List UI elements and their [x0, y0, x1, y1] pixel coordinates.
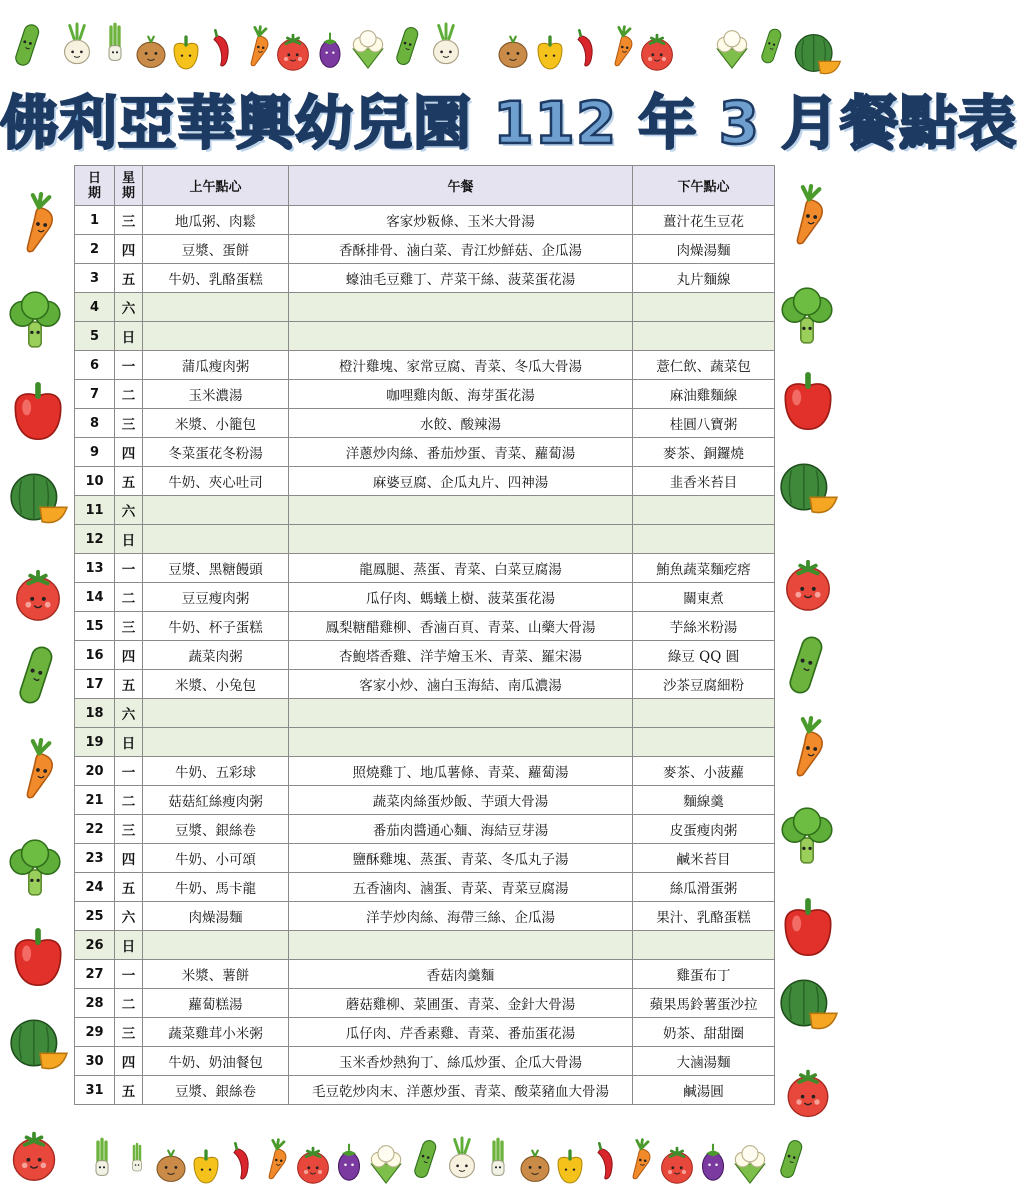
date-cell: 9 [75, 438, 115, 467]
afternoon-snack-cell: 綠豆 QQ 圓 [633, 641, 775, 670]
morning-snack-cell: 蘿蔔糕湯 [143, 989, 289, 1018]
weekday-cell: 四 [115, 438, 143, 467]
afternoon-snack-cell: 丸片麵線 [633, 264, 775, 293]
cucumber-icon [774, 630, 840, 700]
lunch-cell: 五香滷肉、滷蛋、青菜、青菜豆腐湯 [289, 873, 633, 902]
bell-pepper-icon [550, 1142, 590, 1192]
lunch-cell: 香酥排骨、滷白菜、青江炒鮮菇、企瓜湯 [289, 235, 633, 264]
date-cell: 10 [75, 467, 115, 496]
table-row [75, 786, 775, 815]
table-row [75, 293, 775, 322]
date-cell: 11 [75, 496, 115, 525]
cucumber-icon [4, 640, 70, 710]
afternoon-snack-cell: 果汁、乳酪蛋糕 [633, 902, 775, 931]
weekday-cell: 三 [115, 1018, 143, 1047]
date-cell: 31 [75, 1076, 115, 1105]
weekday-cell: 日 [115, 728, 143, 757]
lunch-cell: 照燒雞丁、地瓜薯條、青菜、蘿蔔湯 [289, 757, 633, 786]
afternoon-snack-cell: 絲瓜滑蛋粥 [633, 873, 775, 902]
table-row [75, 612, 775, 641]
lunch-cell [289, 699, 633, 728]
morning-snack-cell: 牛奶、小可頌 [143, 844, 289, 873]
date-cell: 1 [75, 206, 115, 235]
table-row [75, 322, 775, 351]
afternoon-snack-cell: 桂圓八寶粥 [633, 409, 775, 438]
header-date-line2: 期 [87, 185, 101, 201]
morning-snack-cell [143, 699, 289, 728]
date-cell: 30 [75, 1047, 115, 1076]
table-row [75, 496, 775, 525]
morning-snack-cell: 玉米濃湯 [143, 380, 289, 409]
date-cell: 12 [75, 525, 115, 554]
weekday-cell: 一 [115, 757, 143, 786]
afternoon-snack-cell: 肉燥湯麵 [633, 235, 775, 264]
afternoon-snack-cell: 薏仁飲、蔬菜包 [633, 351, 775, 380]
cucumber-icon [752, 14, 792, 78]
weekday-cell: 三 [115, 815, 143, 844]
header-weekday-line1: 星 [121, 170, 135, 186]
table-row [75, 235, 775, 264]
green-onion-icon [82, 1124, 122, 1192]
carrot-icon [8, 188, 70, 260]
table-row [75, 409, 775, 438]
tomato-icon [776, 1066, 840, 1120]
date-cell: 20 [75, 757, 115, 786]
weekday-cell: 四 [115, 1047, 143, 1076]
lunch-cell [289, 293, 633, 322]
date-cell: 7 [75, 380, 115, 409]
afternoon-snack-cell: 蘋果馬鈴薯蛋沙拉 [633, 989, 775, 1018]
cucumber-icon [4, 14, 52, 76]
potato-icon [492, 26, 534, 78]
morning-snack-cell: 豆豆瘦肉粥 [143, 583, 289, 612]
afternoon-snack-cell [633, 728, 775, 757]
afternoon-snack-cell: 大滷湯麵 [633, 1047, 775, 1076]
morning-snack-cell: 牛奶、乳酪蛋糕 [143, 264, 289, 293]
table-row [75, 525, 775, 554]
red-pepper-icon [4, 378, 72, 446]
morning-snack-cell: 蒲瓜瘦肉粥 [143, 351, 289, 380]
weekday-cell: 三 [115, 206, 143, 235]
morning-snack-cell: 蔬菜肉粥 [143, 641, 289, 670]
afternoon-snack-cell: 雞蛋布丁 [633, 960, 775, 989]
tomato-icon [4, 1128, 64, 1184]
weekday-cell: 五 [115, 264, 143, 293]
lunch-cell: 洋芋炒肉絲、海帶三絲、企瓜湯 [289, 902, 633, 931]
lunch-cell: 客家炒粄條、玉米大骨湯 [289, 206, 633, 235]
afternoon-snack-cell: 鹹湯圓 [633, 1076, 775, 1105]
weekday-cell: 五 [115, 467, 143, 496]
date-cell: 21 [75, 786, 115, 815]
carrot-icon [8, 734, 70, 806]
afternoon-snack-cell: 奶茶、甜甜圈 [633, 1018, 775, 1047]
morning-snack-cell: 豆漿、蛋餅 [143, 235, 289, 264]
morning-snack-cell: 牛奶、馬卡龍 [143, 873, 289, 902]
weekday-cell: 六 [115, 902, 143, 931]
morning-snack-cell: 米漿、薯餅 [143, 960, 289, 989]
lunch-cell: 番茄肉醬通心麵、海結豆芽湯 [289, 815, 633, 844]
afternoon-snack-cell [633, 496, 775, 525]
weekday-cell: 六 [115, 293, 143, 322]
header-afternoon-snack: 下午點心 [633, 166, 775, 206]
lunch-cell: 鳳梨糖醋雞柳、香滷百頁、青菜、山藥大骨湯 [289, 612, 633, 641]
header-weekday-line2: 期 [121, 185, 135, 201]
broccoli-icon [4, 832, 66, 904]
date-cell: 19 [75, 728, 115, 757]
weekday-cell: 四 [115, 844, 143, 873]
afternoon-snack-cell: 薑汁花生豆花 [633, 206, 775, 235]
lunch-cell: 洋蔥炒肉絲、番茄炒蛋、青菜、蘿蔔湯 [289, 438, 633, 467]
table-row [75, 554, 775, 583]
cauliflower-icon [364, 1136, 408, 1192]
cauliflower-icon [728, 1136, 772, 1192]
date-cell: 5 [75, 322, 115, 351]
tomato-icon [6, 566, 70, 624]
lunch-cell: 水餃、酸辣湯 [289, 409, 633, 438]
weekday-cell: 一 [115, 351, 143, 380]
bell-pepper-icon [186, 1142, 226, 1192]
table-row [75, 670, 775, 699]
cauliflower-icon [710, 22, 754, 76]
weekday-cell: 日 [115, 931, 143, 960]
lunch-cell: 玉米香炒熱狗丁、絲瓜炒蛋、企瓜大骨湯 [289, 1047, 633, 1076]
cucumber-icon [770, 1126, 814, 1192]
carrot-icon [778, 712, 840, 784]
table-row [75, 438, 775, 467]
header-lunch: 午餐 [289, 166, 633, 206]
lunch-cell: 鹽酥雞塊、蒸蛋、青菜、冬瓜丸子湯 [289, 844, 633, 873]
table-row [75, 380, 775, 409]
morning-snack-cell [143, 496, 289, 525]
weekday-cell: 四 [115, 235, 143, 264]
meal-schedule-table [74, 165, 775, 1105]
morning-snack-cell: 地瓜粥、肉鬆 [143, 206, 289, 235]
weekday-cell: 三 [115, 409, 143, 438]
morning-snack-cell [143, 931, 289, 960]
morning-snack-cell: 牛奶、夾心吐司 [143, 467, 289, 496]
afternoon-snack-cell: 沙茶豆腐細粉 [633, 670, 775, 699]
table-row [75, 583, 775, 612]
afternoon-snack-cell [633, 293, 775, 322]
afternoon-snack-cell: 韭香米苔目 [633, 467, 775, 496]
weekday-cell: 二 [115, 989, 143, 1018]
morning-snack-cell: 豆漿、銀絲卷 [143, 1076, 289, 1105]
table-header-row [75, 166, 775, 206]
table-row [75, 264, 775, 293]
bell-pepper-icon [530, 28, 570, 78]
lunch-cell: 咖哩雞肉飯、海芽蛋花湯 [289, 380, 633, 409]
eggplant-icon [310, 22, 350, 78]
broccoli-icon [776, 280, 838, 352]
afternoon-snack-cell [633, 699, 775, 728]
red-chili-icon [566, 20, 606, 78]
table-row [75, 989, 775, 1018]
morning-snack-cell: 米漿、小兔包 [143, 670, 289, 699]
morning-snack-cell: 肉燥湯麵 [143, 902, 289, 931]
pumpkin-icon [772, 972, 844, 1034]
lunch-cell [289, 931, 633, 960]
table-row [75, 641, 775, 670]
broccoli-icon [776, 800, 838, 872]
morning-snack-cell: 牛奶、奶油餐包 [143, 1047, 289, 1076]
table-row [75, 815, 775, 844]
pumpkin-icon [2, 466, 74, 528]
broccoli-icon [4, 284, 66, 356]
cauliflower-icon [346, 22, 390, 76]
red-pepper-icon [774, 368, 842, 436]
header-weekday [115, 166, 143, 206]
table-row [75, 902, 775, 931]
lunch-cell: 蠔油毛豆雞丁、芹菜干絲、菠菜蛋花湯 [289, 264, 633, 293]
morning-snack-cell: 蔬菜雞茸小米粥 [143, 1018, 289, 1047]
afternoon-snack-cell [633, 322, 775, 351]
table-row [75, 1047, 775, 1076]
date-cell: 4 [75, 293, 115, 322]
weekday-cell: 一 [115, 960, 143, 989]
date-cell: 24 [75, 873, 115, 902]
table-row [75, 1018, 775, 1047]
morning-snack-cell [143, 525, 289, 554]
date-cell: 17 [75, 670, 115, 699]
lunch-cell: 香菇肉羹麵 [289, 960, 633, 989]
morning-snack-cell: 冬菜蛋花冬粉湯 [143, 438, 289, 467]
date-cell: 18 [75, 699, 115, 728]
turnip-icon [424, 16, 468, 76]
top-vegetable-border [0, 0, 848, 80]
afternoon-snack-cell: 麵線羹 [633, 786, 775, 815]
date-cell: 13 [75, 554, 115, 583]
lunch-cell: 蔬菜肉絲蛋炒飯、芋頭大骨湯 [289, 786, 633, 815]
morning-snack-cell: 牛奶、杯子蛋糕 [143, 612, 289, 641]
lunch-cell: 瓜仔肉、芹香素雞、青菜、番茄蛋花湯 [289, 1018, 633, 1047]
table-row [75, 931, 775, 960]
morning-snack-cell [143, 322, 289, 351]
title-banner [0, 82, 1017, 164]
green-onion-icon [95, 10, 135, 76]
lunch-cell: 龍鳳腿、蒸蛋、青菜、白菜豆腐湯 [289, 554, 633, 583]
date-cell: 16 [75, 641, 115, 670]
morning-snack-cell: 豆漿、黑糖饅頭 [143, 554, 289, 583]
date-cell: 6 [75, 351, 115, 380]
table-row [75, 960, 775, 989]
afternoon-snack-cell: 皮蛋瘦肉粥 [633, 815, 775, 844]
weekday-cell: 五 [115, 873, 143, 902]
date-cell: 22 [75, 815, 115, 844]
table-row [75, 467, 775, 496]
weekday-cell: 二 [115, 583, 143, 612]
date-cell: 28 [75, 989, 115, 1018]
pumpkin-icon [2, 1012, 74, 1074]
weekday-cell: 五 [115, 1076, 143, 1105]
lunch-cell: 杏鮑塔香雞、洋芋燴玉米、青菜、羅宋湯 [289, 641, 633, 670]
table-body [75, 206, 775, 1105]
lunch-cell [289, 322, 633, 351]
weekday-cell: 日 [115, 322, 143, 351]
tomato-icon [776, 556, 840, 614]
bottom-vegetable-border [0, 1118, 848, 1198]
table-row [75, 728, 775, 757]
weekday-cell: 一 [115, 554, 143, 583]
date-cell: 29 [75, 1018, 115, 1047]
table-row [75, 699, 775, 728]
tomato-icon [272, 28, 314, 76]
red-chili-icon [202, 20, 242, 78]
afternoon-snack-cell: 鹹米苔目 [633, 844, 775, 873]
carrot-icon [778, 180, 840, 252]
date-cell: 26 [75, 931, 115, 960]
morning-snack-cell: 菇菇紅絲瘦肉粥 [143, 786, 289, 815]
potato-icon [122, 1124, 152, 1192]
lunch-cell: 蘑菇雞柳、菜圃蛋、青菜、金針大骨湯 [289, 989, 633, 1018]
date-cell: 23 [75, 844, 115, 873]
bell-pepper-icon [166, 28, 206, 78]
table-row [75, 351, 775, 380]
date-cell: 3 [75, 264, 115, 293]
date-cell: 2 [75, 235, 115, 264]
morning-snack-cell [143, 293, 289, 322]
afternoon-snack-cell: 麥茶、小菠蘿 [633, 757, 775, 786]
green-onion-icon [478, 1124, 518, 1192]
header-morning-snack: 上午點心 [143, 166, 289, 206]
lunch-cell: 橙汁雞塊、家常豆腐、青菜、冬瓜大骨湯 [289, 351, 633, 380]
pumpkin-icon [790, 28, 844, 78]
turnip-icon [55, 16, 99, 76]
weekday-cell: 六 [115, 496, 143, 525]
date-cell: 25 [75, 902, 115, 931]
weekday-cell: 六 [115, 699, 143, 728]
weekday-cell: 二 [115, 786, 143, 815]
weekday-cell: 二 [115, 380, 143, 409]
date-cell: 15 [75, 612, 115, 641]
morning-snack-cell: 米漿、小籠包 [143, 409, 289, 438]
weekday-cell: 日 [115, 525, 143, 554]
lunch-cell [289, 728, 633, 757]
lunch-cell: 麻婆豆腐、企瓜丸片、四神湯 [289, 467, 633, 496]
table-row [75, 1076, 775, 1105]
date-cell: 14 [75, 583, 115, 612]
afternoon-snack-cell: 關東煮 [633, 583, 775, 612]
table-row [75, 844, 775, 873]
red-pepper-icon [4, 924, 72, 992]
header-date-line1: 日 [87, 170, 101, 186]
afternoon-snack-cell: 麻油雞麵線 [633, 380, 775, 409]
afternoon-snack-cell: 鮪魚蔬菜麵疙瘩 [633, 554, 775, 583]
weekday-cell: 四 [115, 641, 143, 670]
weekday-cell: 五 [115, 670, 143, 699]
pumpkin-icon [772, 456, 844, 518]
tomato-icon [636, 28, 678, 76]
table-row [75, 873, 775, 902]
morning-snack-cell [143, 728, 289, 757]
page-title: 佛利亞華興幼兒園 112 年 3 月餐點表 [0, 89, 1017, 157]
afternoon-snack-cell: 芋絲米粉湯 [633, 612, 775, 641]
date-cell: 8 [75, 409, 115, 438]
morning-snack-cell: 牛奶、五彩球 [143, 757, 289, 786]
afternoon-snack-cell: 麥茶、銅鑼燒 [633, 438, 775, 467]
afternoon-snack-cell [633, 931, 775, 960]
table-row [75, 206, 775, 235]
date-cell: 27 [75, 960, 115, 989]
lunch-cell: 瓜仔肉、螞蟻上樹、菠菜蛋花湯 [289, 583, 633, 612]
lunch-cell [289, 525, 633, 554]
table-row [75, 757, 775, 786]
lunch-cell: 客家小炒、滷白玉海結、南瓜濃湯 [289, 670, 633, 699]
red-pepper-icon [774, 894, 842, 962]
lunch-cell: 毛豆乾炒肉末、洋蔥炒蛋、青菜、酸菜豬血大骨湯 [289, 1076, 633, 1105]
morning-snack-cell: 豆漿、銀絲卷 [143, 815, 289, 844]
lunch-cell [289, 496, 633, 525]
weekday-cell: 三 [115, 612, 143, 641]
header-date [75, 166, 115, 206]
afternoon-snack-cell [633, 525, 775, 554]
